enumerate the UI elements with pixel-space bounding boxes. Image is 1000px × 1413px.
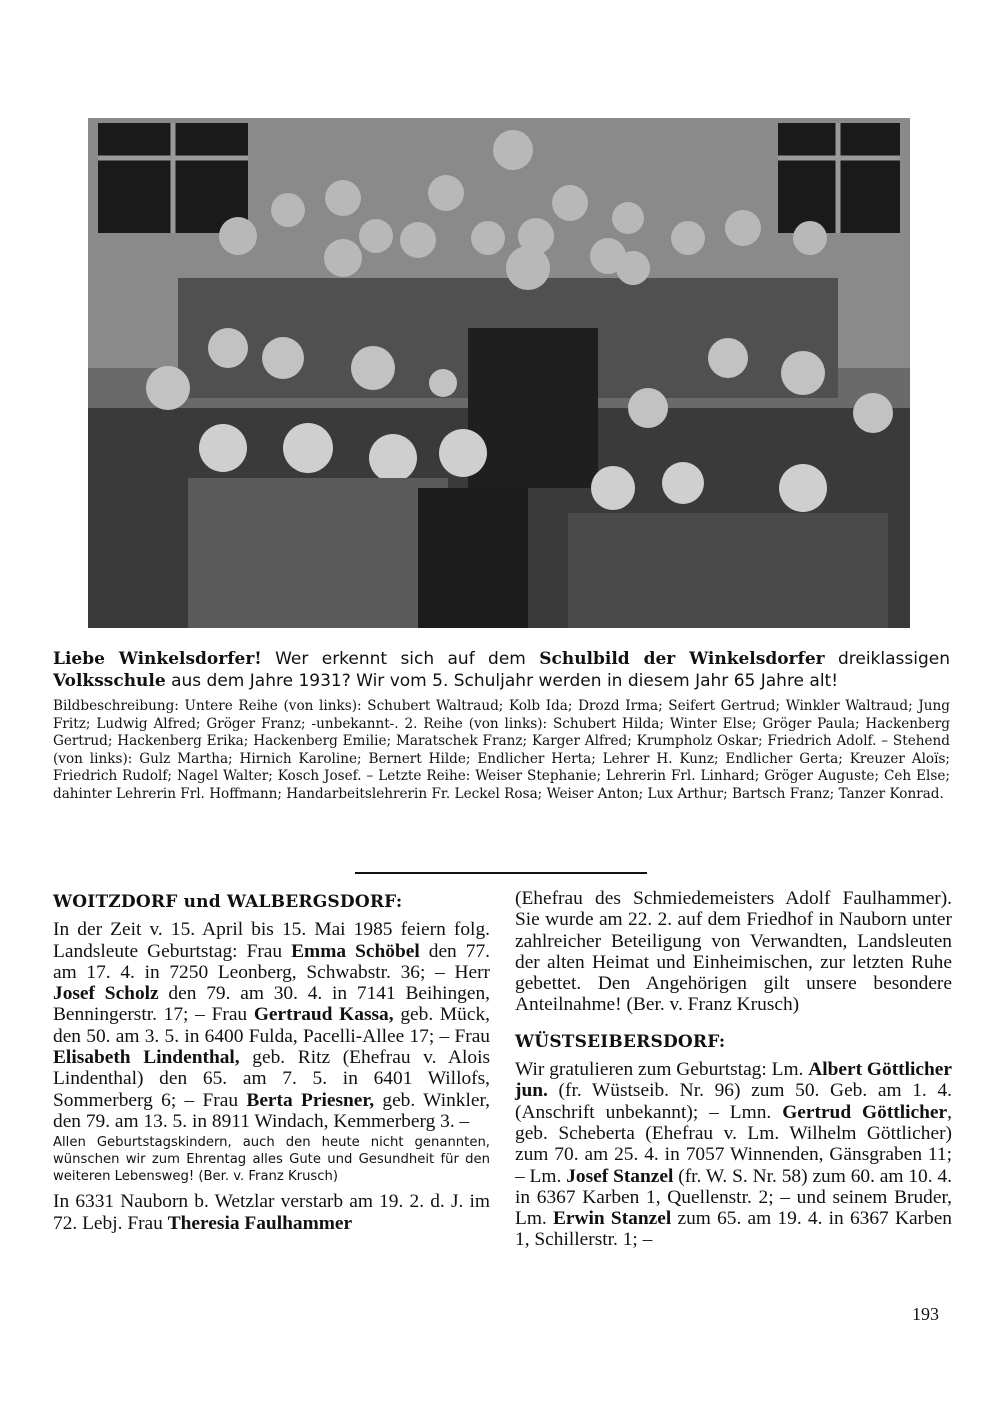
birthday-paragraph: In der Zeit v. 15. April bis 15. Mai 1985 feiern folg. Landsleute Geburtstag: Frau Emma Schöbel den 77. am 17. 4. in 7250 Leonberg, Schwabstr. 36; – Herr Josef Scholz den 79. am 30. 4. in 7141 Beihingen, Benningerstr. 17; – Frau Gertraud Kassa, geb. Mück, den 50. am 3. 5. in 6400 Fulda, Pacelli-Allee 17; – Frau Elisabeth Lindenthal, geb. Ritz (Ehefrau v. Alois Lindenthal) den 65. am 7. 5. in 6401 Willofs, Sommerberg 6; – Frau Berta Priesner, geb. Winkler, den 79. am 13. 5. in 8911 Windach, Kemmerberg 3. – <box>53 919 491 1132</box>
wishes-paragraph: Allen Geburtstagskindern, auch den heute nicht genannten, wünschen wir zum Ehrentag alles Gute und Gesundheit für den weiteren Lebensweg! (Ber. v. Franz Krusch) <box>53 1135 490 1185</box>
column-right <box>515 888 952 1251</box>
obituary-paragraph: In 6331 Nauborn b. Wetzlar verstarb am 19. 2. d. J. im 72. Lebj. Frau Theresia Faulhammer <box>53 1191 490 1234</box>
heading-woitzdorf: WOITZDORF und WALBERGSDORF: <box>53 892 403 912</box>
caption-main: Liebe Winkelsdorfer! Wer erkennt sich auf dem Schulbild der Winkelsdorfer dreiklassigen Volksschule aus dem Jahre 1931? Wir vom 5. Schuljahr werden in diesem Jahr 65 Jahre alt! <box>53 649 950 691</box>
photo-caption <box>53 648 950 804</box>
caption-description: Bildbeschreibung: Untere Reihe (von links): Schubert Waltraud; Kolb Ida; Drozd Irma; Seifert Gertrud; Winkler Waltraud; Jung Fritz; Ludwig Alfred; Gröger Franz; -unbekannt-. 2. Reihe (von links): Schubert Hilda; Winter Else; Gröger Paula; Hackenberg Gertrud; Hackenberg Erika; Hackenberg Emilie; Maratschek Franz; Karger Alfred; Krumpholz Oskar; Friedrich Adolf. – Stehend (von links): Gulz Martha; Hirnich Karoline; Bernert Hilde; Endlicher Herta; Lehrer H. Kunz; Endlicher Gerta; Kreuzer Aloïs; Friedrich Rudolf; Nagel Walter; Kosch Josef. – Letzte Reihe: Weiser Stephanie; Lehrerin Frl. Linhard; Gröger Auguste; Ceh Else; dahinter Lehrerin Frl. Hoffmann; Handarbeitslehrerin Fr. Leckel Rosa; Weiser Anton; Lux Arthur; Bartsch Franz; Tanzer Konrad. <box>53 698 950 802</box>
heading-wuestseibersdorf: WÜSTSEIBERSDORF: <box>515 1031 726 1052</box>
obituary-continuation: (Ehefrau des Schmiedemeisters Adolf Faulhammer). Sie wurde am 22. 2. auf dem Friedhof in Nauborn unter zahlreicher Beteiligung von Verwandten, Landsleuten der alten Heimat und Einheimischen, zur letzten Ruhe gebettet. Den Angehörigen gilt unsere besondere Anteilnahme! (Ber. v. Franz Krusch) <box>515 888 952 1016</box>
school-class-photo <box>88 118 910 628</box>
section-divider <box>355 872 647 874</box>
column-left <box>53 892 490 1234</box>
caption-greeting: Liebe Winkelsdorfer! <box>53 649 262 669</box>
page-number: 193 <box>912 1304 939 1324</box>
photo-illustration <box>88 118 910 628</box>
wuestseibersdorf-paragraph: Wir gratulieren zum Geburtstag: Lm. Albert Göttlicher jun. (fr. Wüstseib. Nr. 96) zum 50. Geb. am 1. 4. (Anschrift unbekannt); – Lmn. Gertrud Göttlicher, geb. Scheberta (Ehefrau v. Lm. Wilhelm Göttlicher) zum 70. am 25. 4. in 7057 Winnenden, Gänsgraben 11; – Lm. Josef Stanzel (fr. W. S. Nr. 58) zum 60. am 10. 4. in 6367 Karben 1, Quellenstr. 2; – und seinem Bruder, Lm. Erwin Stanzel zum 65. am 19. 4. in 6367 Karben 1, Schillerstr. 1; – <box>515 1059 953 1251</box>
